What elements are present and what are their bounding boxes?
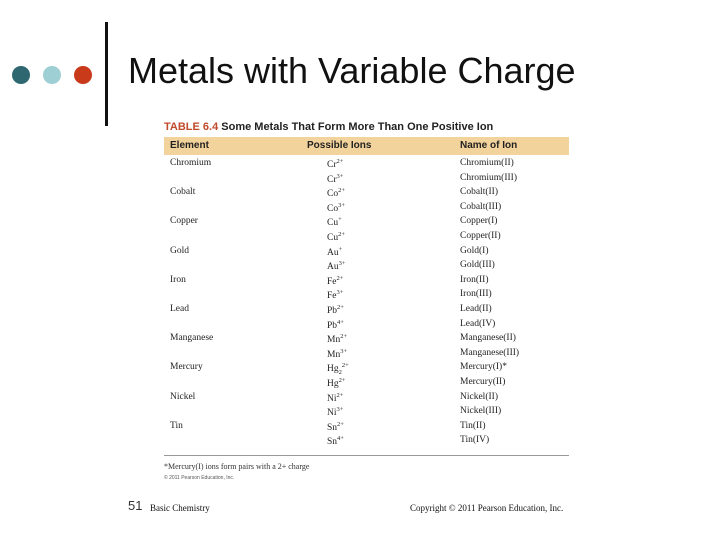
table-header [164, 137, 569, 155]
cell-ion-name: Lead(II) [460, 303, 492, 314]
table-number: TABLE 6.4 [164, 121, 219, 133]
cell-ion-name: Chromium(II) [460, 158, 514, 168]
publisher-note: © 2011 Pearson Education, Inc. [164, 475, 235, 481]
cell-ion-name: Nickel(II) [460, 391, 498, 402]
ion-charge: 2+ [336, 391, 344, 399]
decor-dot-1 [12, 66, 30, 84]
ion-symbol: Hg [327, 364, 339, 375]
ion-symbol: Cu [327, 218, 339, 229]
footer-copyright: Copyright © 2011 Pearson Education, Inc. [410, 503, 564, 513]
ion-charge: 2+ [337, 420, 344, 428]
table-row [164, 405, 569, 420]
slide-title: Metals with Variable Charge [128, 50, 576, 91]
cell-ion [327, 260, 346, 272]
cell-ion [327, 333, 347, 345]
decor-dot-3 [74, 66, 92, 84]
table-row [164, 201, 569, 216]
table-row [164, 347, 569, 362]
cell-ion [327, 158, 343, 170]
ion-symbol: Pb [327, 306, 338, 317]
ion-symbol: Ni [327, 408, 337, 419]
table-row [164, 157, 569, 172]
table-row [164, 303, 569, 318]
table-row [164, 186, 569, 201]
table-row [164, 172, 569, 187]
cell-ion-name: Iron(II) [460, 274, 489, 285]
ion-symbol: Au [327, 262, 339, 273]
table-row [164, 288, 569, 303]
ion-symbol: Sn [327, 437, 338, 448]
ion-charge: 4+ [337, 435, 344, 443]
cell-ion [327, 392, 343, 404]
ion-charge: + [338, 216, 342, 224]
table-caption [164, 121, 493, 133]
table-row [164, 434, 569, 449]
cell-element: Chromium [170, 158, 212, 168]
table-row [164, 274, 569, 289]
ion-symbol: Fe [327, 276, 337, 287]
cell-ion [327, 406, 343, 418]
cell-ion-name: Gold(III) [460, 260, 495, 271]
table-bottom-rule [164, 455, 569, 456]
ion-charge: 3+ [336, 172, 344, 180]
ion-symbol: Mn [327, 335, 341, 346]
cell-ion-name: Copper(II) [460, 230, 501, 241]
cell-ion-name: Nickel(III) [460, 406, 502, 417]
ion-symbol: Au [327, 247, 339, 258]
ion-charge: 2+ [338, 376, 346, 384]
ion-symbol: Fe [327, 291, 337, 302]
ion-charge: 2+ [338, 230, 346, 238]
table-row [164, 420, 569, 435]
cell-ion-name: Iron(III) [460, 289, 492, 300]
cell-ion [327, 173, 343, 185]
ion-charge: 3+ [338, 260, 346, 268]
ion-charge: + [338, 245, 343, 253]
ion-symbol: Hg [327, 379, 339, 390]
cell-ion [327, 231, 345, 243]
cell-ion-name: Manganese(II) [460, 333, 516, 344]
cell-element: Cobalt [170, 187, 196, 198]
cell-ion-name: Manganese(III) [460, 347, 520, 358]
cell-ion [327, 304, 344, 316]
footer-course: Basic Chemistry [150, 503, 210, 513]
ion-symbol: Sn [327, 422, 338, 433]
header-possible-ions: Possible Ions [307, 140, 372, 151]
header-name-of-ion: Name of Ion [460, 140, 518, 151]
ion-symbol: Cr [327, 160, 337, 171]
cell-element: Mercury [170, 362, 203, 373]
table-row [164, 391, 569, 406]
cell-ion-name: Mercury(I)* [460, 362, 507, 373]
cell-ion-name: Chromium(III) [460, 172, 517, 183]
cell-element: Copper [170, 216, 198, 227]
cell-ion-name: Mercury(II) [460, 376, 506, 387]
table-body [164, 157, 569, 449]
ion-charge: 2+ [338, 187, 346, 195]
cell-element: Gold [170, 245, 189, 256]
ion-symbol: Cu [327, 233, 339, 244]
cell-ion-name: Copper(I) [460, 216, 498, 227]
cell-ion-name: Cobalt(III) [460, 201, 502, 212]
ion-symbol: Co [327, 189, 339, 200]
table-caption-text: Some Metals That Form More Than One Positive Ion [221, 121, 494, 133]
cell-ion-name: Lead(IV) [460, 318, 496, 329]
cell-ion [327, 421, 344, 433]
table-footnote: *Mercury(I) ions form pairs with a 2+ charge [164, 462, 310, 471]
ion-subscript: 2 [338, 369, 342, 377]
cell-element: Tin [170, 420, 183, 431]
cell-element: Nickel [170, 391, 196, 402]
ion-charge: 2+ [337, 303, 344, 311]
header-element: Element [170, 140, 209, 151]
ion-symbol: Pb [327, 320, 338, 331]
ion-charge: 3+ [338, 201, 346, 209]
title-divider [105, 22, 108, 126]
ion-charge: 4+ [337, 318, 344, 326]
slide-number: 51 [128, 498, 143, 513]
cell-ion [327, 289, 343, 301]
ion-charge: 2+ [336, 158, 344, 165]
cell-element: Manganese [170, 333, 214, 344]
ion-symbol: Ni [327, 393, 337, 404]
cell-element: Lead [170, 303, 189, 314]
table-row [164, 259, 569, 274]
ion-symbol: Cr [327, 174, 337, 185]
table-row [164, 318, 569, 333]
cell-ion [327, 187, 345, 199]
cell-ion-name: Cobalt(II) [460, 187, 498, 198]
ion-charge: 3+ [336, 406, 344, 414]
decor-dot-2 [43, 66, 61, 84]
cell-element: Iron [170, 274, 186, 285]
ion-symbol: Co [327, 203, 339, 214]
table-row [164, 376, 569, 391]
ion-charge: 2+ [336, 274, 344, 282]
cell-ion [327, 319, 344, 331]
cell-ion [327, 202, 345, 214]
cell-ion [327, 362, 349, 376]
cell-ion-name: Gold(I) [460, 245, 489, 256]
table-row [164, 245, 569, 260]
table-row [164, 361, 569, 376]
cell-ion [327, 348, 347, 360]
ion-symbol: Mn [327, 349, 341, 360]
ion-charge: 3+ [336, 289, 344, 297]
cell-ion [327, 435, 344, 447]
cell-ion-name: Tin(IV) [460, 435, 490, 446]
cell-ion-name: Tin(II) [460, 420, 486, 431]
cell-ion [327, 275, 343, 287]
cell-ion [327, 216, 342, 228]
ion-charge: 2+ [341, 362, 349, 370]
table-row [164, 215, 569, 230]
ion-charge: 3+ [340, 347, 348, 355]
cell-ion [327, 246, 342, 258]
ion-charge: 2+ [340, 333, 348, 341]
table-row [164, 332, 569, 347]
cell-ion [327, 377, 346, 389]
table-row [164, 230, 569, 245]
